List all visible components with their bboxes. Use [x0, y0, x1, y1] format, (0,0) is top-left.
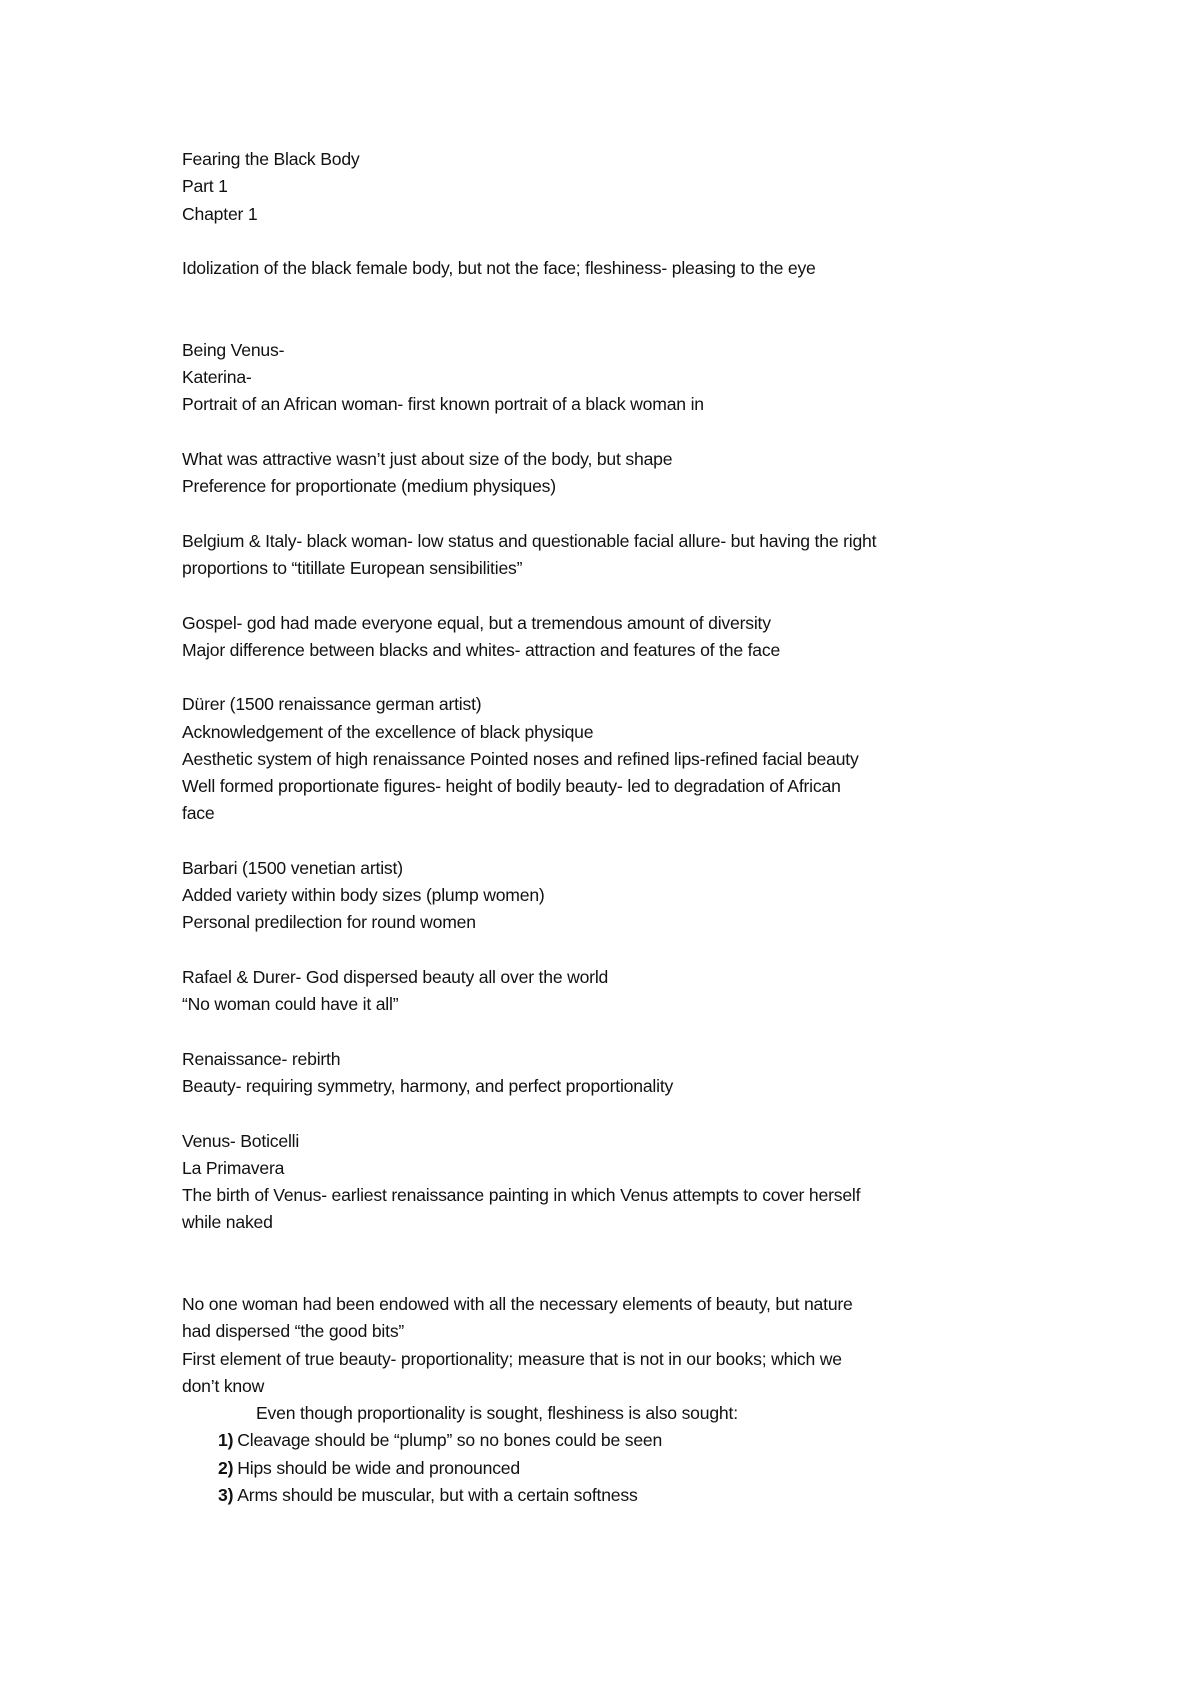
- line-text: Major difference between blacks and whites- attraction and features of the face: [182, 639, 781, 660]
- line-text: Added variety within body sizes (plump women): [182, 885, 545, 906]
- text-line: [182, 337, 1082, 364]
- blank-line: [182, 664, 1082, 691]
- text-line: [182, 146, 1082, 173]
- text-line: [182, 637, 1082, 664]
- text-line: [182, 255, 1082, 282]
- blank-line: [182, 1264, 1082, 1291]
- line-text: Part 1: [182, 176, 228, 197]
- line-text: Being Venus-: [182, 339, 285, 360]
- line-text: face: [182, 803, 215, 824]
- text-line: [182, 719, 1082, 746]
- blank-line: [182, 1019, 1082, 1046]
- text-line: [182, 964, 1082, 991]
- text-line: [182, 446, 1082, 473]
- text-line: [182, 991, 1082, 1018]
- line-text: Even though proportionality is sought, fleshiness is also sought:: [256, 1403, 738, 1424]
- blank-line: [182, 1237, 1082, 1264]
- text-line: [182, 1155, 1082, 1182]
- blank-line: [182, 282, 1082, 309]
- line-text: Belgium & Italy- black woman- low status and questionable facial allure- but having the right: [182, 530, 877, 551]
- text-line: [182, 473, 1082, 500]
- text-line: [182, 1182, 1082, 1209]
- line-text: Gospel- god had made everyone equal, but a tremendous amount of diversity: [182, 612, 771, 633]
- line-text: “No woman could have it all”: [182, 994, 399, 1015]
- line-text: Arms should be muscular, but with a certain softness: [237, 1485, 638, 1506]
- blank-line: [182, 1100, 1082, 1127]
- line-text: Chapter 1: [182, 203, 258, 224]
- line-text: Aesthetic system of high renaissance Pointed noses and refined lips-refined facial beauty: [182, 748, 859, 769]
- line-text: Barbari (1500 venetian artist): [182, 857, 403, 878]
- blank-line: [182, 310, 1082, 337]
- line-text: Acknowledgement of the excellence of black physique: [182, 721, 594, 742]
- text-line: [182, 855, 1082, 882]
- line-text: Portrait of an African woman- first known portrait of a black woman in: [182, 394, 704, 415]
- text-line: [182, 1073, 1082, 1100]
- text-line: [182, 1373, 1082, 1400]
- text-line: [182, 882, 1082, 909]
- text-line: [182, 364, 1082, 391]
- document-body: [182, 146, 1082, 1509]
- line-text: Preference for proportionate (medium physiques): [182, 476, 556, 497]
- line-text: La Primavera: [182, 1157, 285, 1178]
- line-text: No one woman had been endowed with all the necessary elements of beauty, but nature: [182, 1294, 853, 1315]
- line-text: What was attractive wasn’t just about size of the body, but shape: [182, 448, 673, 469]
- text-line: [182, 746, 1082, 773]
- text-line: [182, 528, 1082, 555]
- line-text: Rafael & Durer- God dispersed beauty all over the world: [182, 966, 609, 987]
- numbered-list-item: [182, 1427, 1082, 1454]
- line-text: Venus- Boticelli: [182, 1130, 300, 1151]
- text-line: [182, 173, 1082, 200]
- text-line: [182, 691, 1082, 718]
- text-line: [182, 909, 1082, 936]
- line-text: Idolization of the black female body, but not the face; fleshiness- pleasing to the eye: [182, 258, 816, 279]
- text-line: [182, 1400, 1082, 1427]
- blank-line: [182, 828, 1082, 855]
- text-line: [182, 1318, 1082, 1345]
- blank-line: [182, 419, 1082, 446]
- line-text: Personal predilection for round women: [182, 912, 476, 933]
- line-text: Katerina-: [182, 367, 252, 388]
- line-text: proportions to “titillate European sensibilities”: [182, 557, 523, 578]
- blank-line: [182, 500, 1082, 527]
- line-text: Dürer (1500 renaissance german artist): [182, 694, 482, 715]
- line-text: The birth of Venus- earliest renaissance painting in which Venus attempts to cover herself: [182, 1185, 861, 1206]
- line-text: Well formed proportionate figures- height of bodily beauty- led to degradation of African: [182, 776, 841, 797]
- text-line: [182, 201, 1082, 228]
- text-line: [182, 1346, 1082, 1373]
- text-line: [182, 773, 1082, 800]
- text-line: [182, 610, 1082, 637]
- text-line: [182, 1046, 1082, 1073]
- blank-line: [182, 937, 1082, 964]
- line-text: Hips should be wide and pronounced: [237, 1457, 520, 1478]
- list-number: 1): [218, 1430, 234, 1451]
- line-text: don’t know: [182, 1375, 265, 1396]
- line-text: while naked: [182, 1212, 273, 1233]
- text-line: [182, 391, 1082, 418]
- numbered-list-item: [182, 1482, 1082, 1509]
- text-line: [182, 800, 1082, 827]
- line-text: Renaissance- rebirth: [182, 1048, 341, 1069]
- text-line: [182, 555, 1082, 582]
- list-number: 2): [218, 1457, 234, 1478]
- text-line: [182, 1291, 1082, 1318]
- line-text: Cleavage should be “plump” so no bones could be seen: [237, 1430, 663, 1451]
- blank-line: [182, 228, 1082, 255]
- numbered-list-item: [182, 1455, 1082, 1482]
- text-line: [182, 1128, 1082, 1155]
- line-text: Beauty- requiring symmetry, harmony, and perfect proportionality: [182, 1076, 674, 1097]
- line-text: Fearing the Black Body: [182, 149, 360, 169]
- line-text: First element of true beauty- proportionality; measure that is not in our books; which we: [182, 1348, 842, 1369]
- list-number: 3): [218, 1485, 234, 1506]
- text-line: [182, 1209, 1082, 1236]
- line-text: had dispersed “the good bits”: [182, 1321, 405, 1342]
- blank-line: [182, 582, 1082, 609]
